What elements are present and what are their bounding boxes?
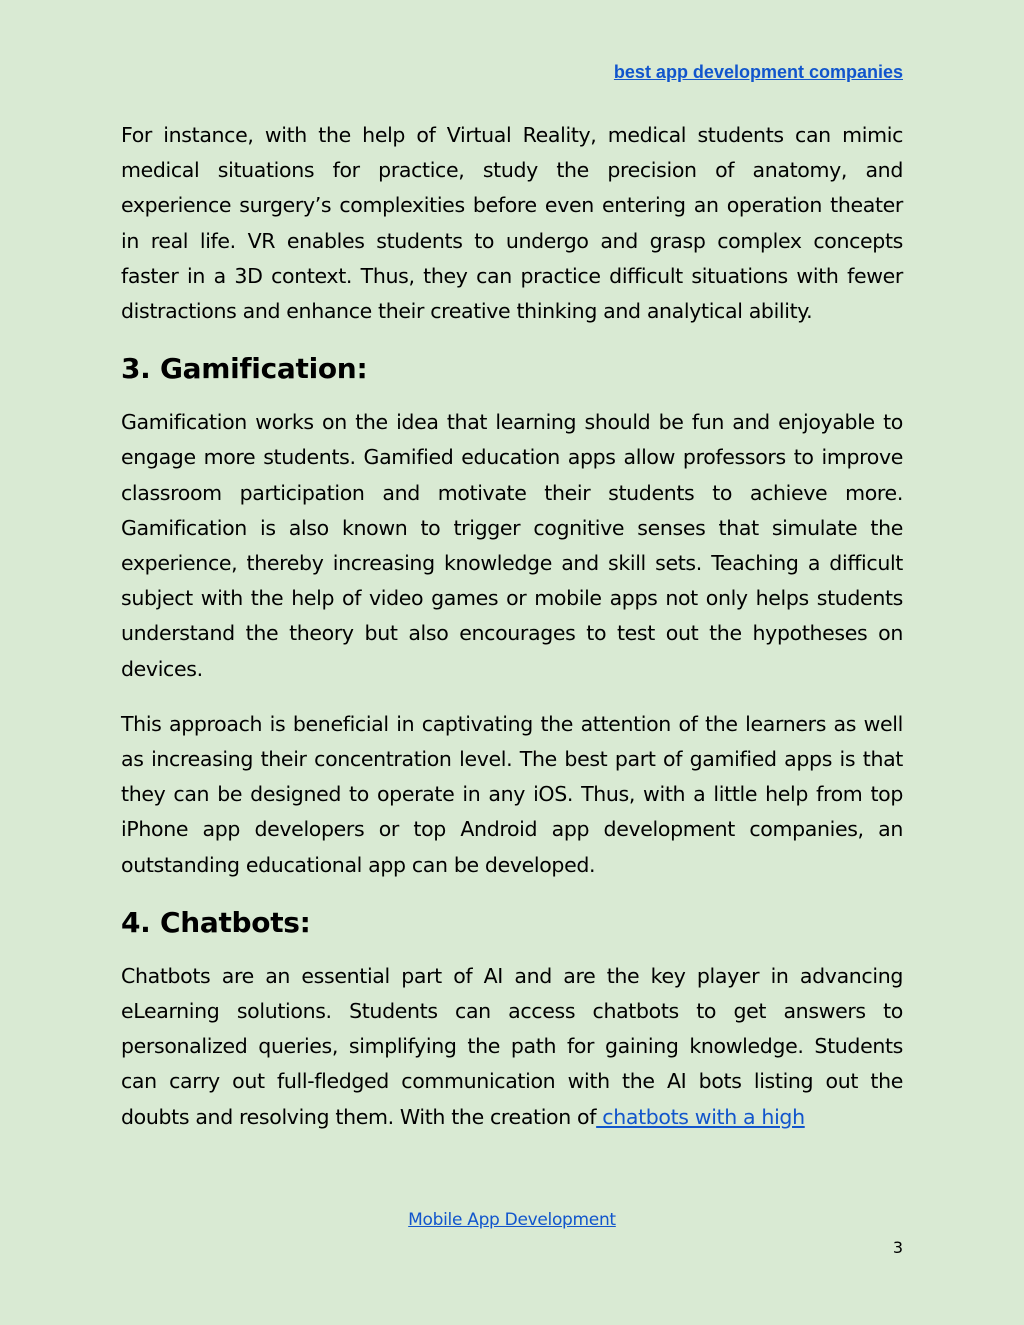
footer-link[interactable]: Mobile App Development — [408, 1210, 616, 1230]
vr-paragraph: For instance, with the help of Virtual Reality, medical students can mimic medical situations for practice, study the precision of anatomy, and experience surgery’s complexities before even entering an operation theater in real life. VR enables students to undergo and grasp complex concepts faster in a 3D context. Thus, they can practice difficult situations with fewer distractions and enhance their creative thinking and analytical ability. — [121, 123, 903, 324]
page-number: 3 — [892, 1238, 903, 1257]
gamification-paragraph-1: Gamification works on the idea that learning should be fun and enjoyable to engage more students. Gamified education apps allow professors to improve classroom participation and motivate their students to achieve more. Gamification is also known to trigger cognitive senses that simulate the experience, thereby increasing knowledge and skill sets. Teaching a difficult subject with the help of video games or mobile apps not only helps students understand the theory but also encourages to test out the hypotheses on devices. — [121, 410, 903, 681]
section-heading-chatbots: 4. Chatbots: — [121, 905, 311, 939]
page-content — [121, 118, 903, 1155]
chatbots-inline-link[interactable]: chatbots with a high — [596, 1104, 805, 1129]
header-link[interactable]: best app development companies — [613, 62, 903, 82]
section-heading-gamification: 3. Gamification: — [121, 352, 368, 386]
chatbots-paragraph — [121, 959, 903, 1135]
gamification-paragraph-2: This approach is beneficial in captivating the attention of the learners as well as increasing their concentration level. The best part of gamified apps is that they can be designed to operate in any iOS. Thus, with a little help from top iPhone app developers or top Android app development companies, an outstanding educational app can be developed. — [121, 711, 903, 877]
chatbots-paragraph-text: Chatbots are an essential part of AI and are the key player in advancing eLearning solutions. Students can access chatbots to get answers to personalized queries, simplifying the path for gaining knowledge. Students can carry out full-fledged communication with the AI bots listing out the doubts and resolving them. With the creation of — [121, 963, 903, 1129]
footer — [0, 1210, 1024, 1230]
